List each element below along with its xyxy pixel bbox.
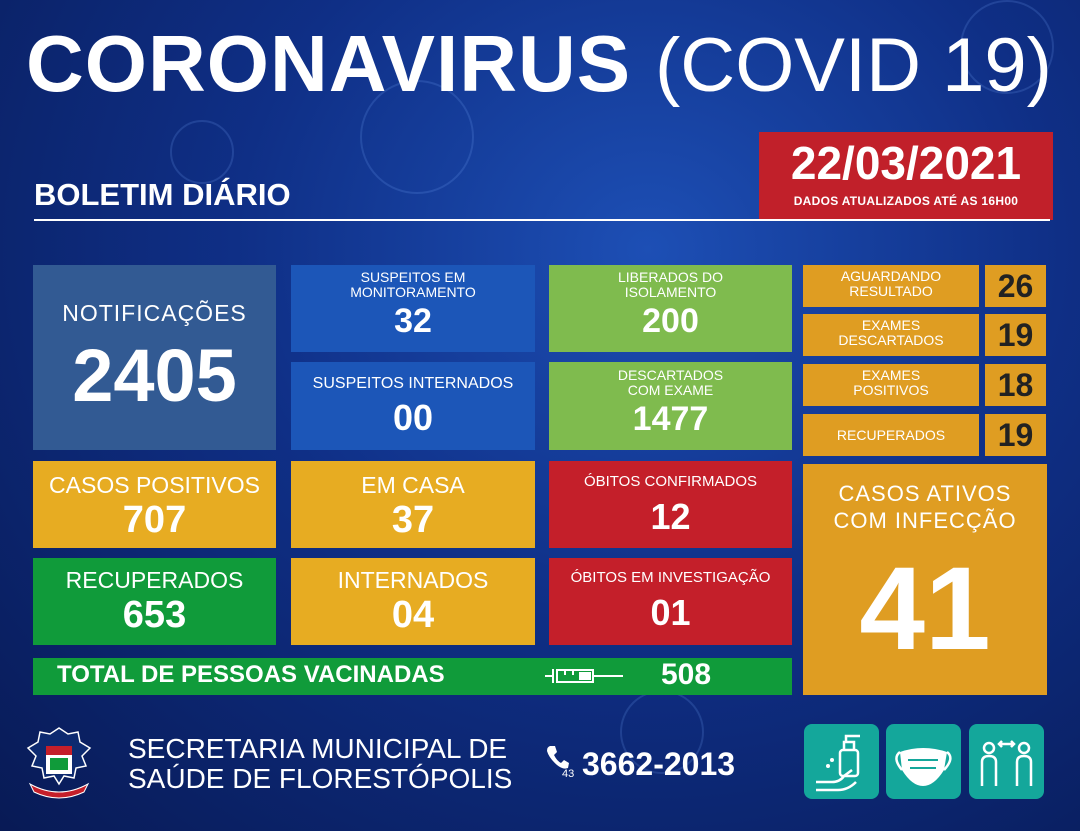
card-label: CASOS POSITIVOS [49, 472, 260, 498]
vaccinated-bar [33, 658, 792, 695]
card-label: ÓBITOS EM INVESTIGAÇÃO [570, 569, 771, 586]
exam-label: EXAMES [861, 317, 921, 333]
card-value: 653 [122, 594, 187, 637]
page-title: CORONAVIRUS [26, 19, 632, 108]
exam-row-value [985, 414, 1046, 456]
exam-row-value [985, 314, 1046, 356]
exam-label: RESULTADO [849, 282, 933, 299]
card-label: MONITORAMENTO [350, 283, 476, 300]
card-value: 2405 [72, 334, 237, 418]
card-casos-positivos [33, 461, 276, 548]
card-suspeitos-monitoramento [291, 265, 535, 352]
vaccinated-value: 508 [661, 658, 712, 691]
card-internados [291, 558, 535, 645]
card-label: DESCARTADOS [617, 367, 724, 383]
updated-note: DADOS ATUALIZADOS ATÉ AS 16H00 [793, 194, 1019, 208]
exam-value: 18 [997, 367, 1034, 403]
organization-line: SECRETARIA MUNICIPAL DE [128, 733, 508, 764]
card-label: ÓBITOS CONFIRMADOS [583, 473, 758, 490]
card-obitos-confirmados [549, 461, 792, 548]
exam-value: 19 [997, 417, 1034, 453]
organization-line: SAÚDE DE FLORESTÓPOLIS [128, 763, 513, 794]
card-casos-ativos [803, 464, 1047, 695]
syringe-icon [543, 665, 625, 692]
organization-name [128, 734, 512, 794]
card-em-casa [291, 461, 535, 548]
exam-row-label [803, 314, 979, 356]
card-value: 01 [650, 591, 691, 633]
card-value: 1477 [632, 400, 709, 439]
distancing-icon [969, 724, 1044, 799]
card-notificacoes [33, 265, 276, 450]
bulletin-heading: BOLETIM DIÁRIO [34, 177, 291, 212]
card-suspeitos-internados [291, 362, 535, 450]
vaccinated-label: TOTAL DE PESSOAS VACINADAS [57, 661, 445, 688]
card-value: 04 [391, 594, 435, 637]
card-value: 41 [859, 543, 991, 676]
exam-row-value [985, 265, 1046, 307]
card-label: ISOLAMENTO [624, 283, 717, 300]
area-code: 43 [562, 768, 575, 780]
card-label: COM EXAME [627, 381, 714, 398]
exam-row-value [985, 364, 1046, 406]
card-label: EM CASA [361, 472, 465, 498]
exam-label: POSITIVOS [853, 381, 929, 398]
card-value: 200 [642, 302, 699, 341]
card-value: 00 [392, 396, 434, 438]
card-descartados [549, 362, 792, 450]
card-liberados [549, 265, 792, 352]
date-badge [759, 132, 1053, 220]
phone-number: 3662-2013 [582, 746, 736, 782]
card-label: LIBERADOS DO [617, 269, 724, 285]
header-divider [34, 219, 1050, 221]
exam-label: DESCARTADOS [838, 331, 944, 348]
exam-row-label [803, 414, 979, 456]
exam-label: EXAMES [861, 367, 921, 383]
page-subtitle: (COVID 19) [655, 23, 1052, 108]
exam-value: 19 [997, 317, 1034, 353]
exam-label: AGUARDANDO [840, 268, 942, 284]
exam-row-label [803, 364, 979, 406]
mask-icon [886, 724, 961, 799]
card-obitos-investigacao [549, 558, 792, 645]
card-label: RECUPERADOS [65, 567, 244, 593]
sanitizer-icon [804, 724, 879, 799]
coat-of-arms-icon [20, 724, 98, 802]
card-value: 12 [650, 495, 691, 537]
card-label: COM INFECÇÃO [833, 508, 1017, 534]
exam-row-label [803, 265, 979, 307]
exam-value: 26 [997, 268, 1034, 304]
card-label: SUSPEITOS EM [360, 269, 466, 285]
card-value: 32 [394, 302, 432, 341]
card-value: 37 [391, 499, 435, 542]
exam-label: RECUPERADOS [836, 427, 946, 443]
card-label: CASOS ATIVOS [838, 481, 1012, 506]
virus-decoration [170, 120, 234, 184]
card-label: INTERNADOS [337, 567, 489, 593]
card-label: SUSPEITOS INTERNADOS [312, 375, 514, 392]
card-recuperados [33, 558, 276, 645]
bulletin-date: 22/03/2021 [790, 137, 1022, 189]
card-value: 707 [122, 499, 187, 542]
card-label: NOTIFICAÇÕES [62, 300, 247, 326]
